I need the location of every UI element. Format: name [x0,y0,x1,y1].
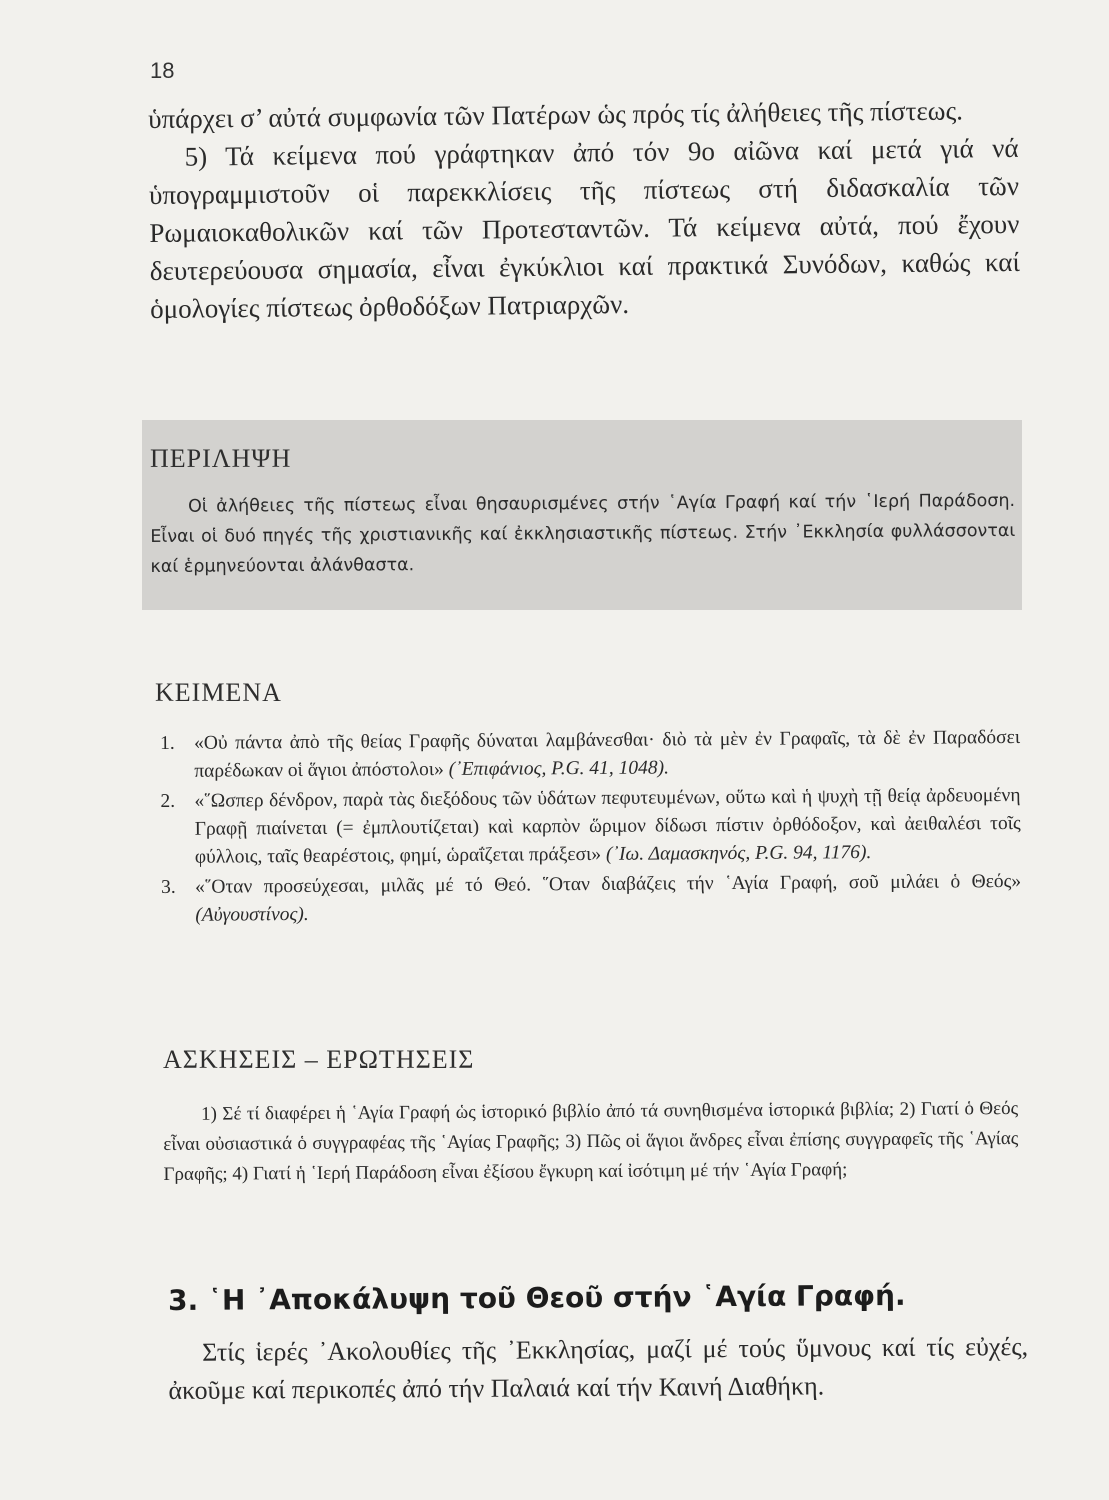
quote-number: 3. [161,876,176,898]
quote-source: (᾿Επιφάνιος, P.G. 41, 1048). [448,757,670,780]
quote-item [161,868,1021,930]
section-heading: 3. ῾Η ᾿Αποκάλυψη τοῦ Θεοῦ στήν ῾Αγία Γραφή. [168,1278,906,1317]
quotes-list [160,724,1021,932]
quote-text: «Οὐ πάντα ἀπὸ τῆς θείας Γραφῆς δύναται λαμβάνεσθαι· διὸ τὰ μὲν ἐν Γραφαῖς, τὰ δὲ ἐν Παραδόσει παρέδωκαν οἱ ἅγιοι ἀπόστολοι» [194,726,1021,782]
quote-number: 2. [160,790,176,812]
section-body: Στίς ἱερές ᾿Ακολουθίες τῆς ᾿Εκκλησίας, μαζί μέ τούς ὕμνους καί τίς εὐχές, ἀκοῦμε καί περικοπές ἀπό τήν Παλαιά καί τήν Καινή Διαθήκη. [168,1331,1029,1405]
quote-item [160,724,1020,786]
quote-source: (᾿Ιω. Δαμασκηνός, P.G. 94, 1176). [605,842,872,865]
exercises-title: ΑΣΚΗΣΕΙΣ – ΕΡΩΤΗΣΕΙΣ [163,1045,475,1074]
intro-text [148,91,1020,328]
texts-title: ΚΕΙΜΕΝΑ [155,678,282,707]
summary-title: ΠΕΡΙΛΗΨΗ [150,444,292,473]
intro-paragraph-2: 5) Τά κείμενα πού γράφτηκαν ἀπό τόν 9ο αἰῶνα καί μετά γιά νά ὑπογραμμιστοῦν οἱ παρεκκλίσεις τῆς πίστεως στή διδασκαλία τῶν Ρωμαιοκαθολικῶν καί τῶν Προτεσταντῶν. Τά κείμενα αὐτά, πού ἔχουν δευτερεύουσα σημασία, εἶναι ἐγκύκλιοι καί πρακτικά Συνόδων, καθώς καί ὁμολογίες πίστεως ὀρθοδόξων Πατριαρχῶν. [148,132,1020,324]
exercises-text: 1) Σέ τί διαφέρει ἡ ῾Αγία Γραφή ὡς ἱστορικό βιβλίο ἀπό τά συνηθισμένα ἱστορικά βιβλία; 2) Γιατί ὁ Θεός εἶναι οὐσιαστικά ὁ συγγραφέας τῆς ῾Αγίας Γραφῆς; 3) Πῶς οἱ ἅγιοι ἄνδρες εἶναι ἐπίσης συγγραφεῖς τῆς ῾Αγίας Γραφῆς; 4) Γιατί ἡ ῾Ιερή Παράδοση εἶναι ἐξίσου ἔγκυρη καί ἰσότιμη μέ τήν ῾Αγία Γραφή; [163,1098,1019,1185]
quote-text: «῞Ωσπερ δένδρον, παρὰ τὰς διεξόδους τῶν ὑδάτων πεφυτευμένων, οὕτω καὶ ἡ ψυχὴ τῇ θείᾳ ἀρδευομένη Γραφῇ πιαίνεται (= ἐμπλουτίζεται) καὶ καρπὸν ὥριμον δίδωσι πίστιν ὀρθόδοξον, καὶ ἀειθαλέσι τοῖς φύλλοις, ταῖς θεαρέστοις, φημί, ὡραΐζεται πράξεσι» [194,784,1021,868]
intro-paragraph-1: ὑπάρχει σ’ αὐτά συμφωνία τῶν Πατέρων ὡς πρός τίς ἀλήθειες τῆς πίστεως. [148,95,964,134]
quote-item [160,782,1021,872]
page-number: 18 [150,58,175,83]
quote-source: (Αὐγουστίνος). [195,903,309,926]
quote-number: 1. [160,732,175,754]
summary-text: Οἱ ἀλήθειες τῆς πίστεως εἶναι θησαυρισμένες στήν ῾Αγία Γραφή καί τήν ῾Ιερή Παράδοση. Εἶναι οἱ δυό πηγές τῆς χριστιανικῆς καί ἐκκλησιαστικῆς πίστεως. Στήν ᾿Εκκλησία φυλλάσσονται καί ἑρμηνεύονται ἀλάνθαστα. [150,490,1016,577]
quote-text: «῞Οταν προσεύχεσαι, μιλᾶς μέ τό Θεό. ῞Οταν διαβάζεις τήν ῾Αγία Γραφή, σοῦ μιλάει ὁ Θεός» [195,870,1022,898]
